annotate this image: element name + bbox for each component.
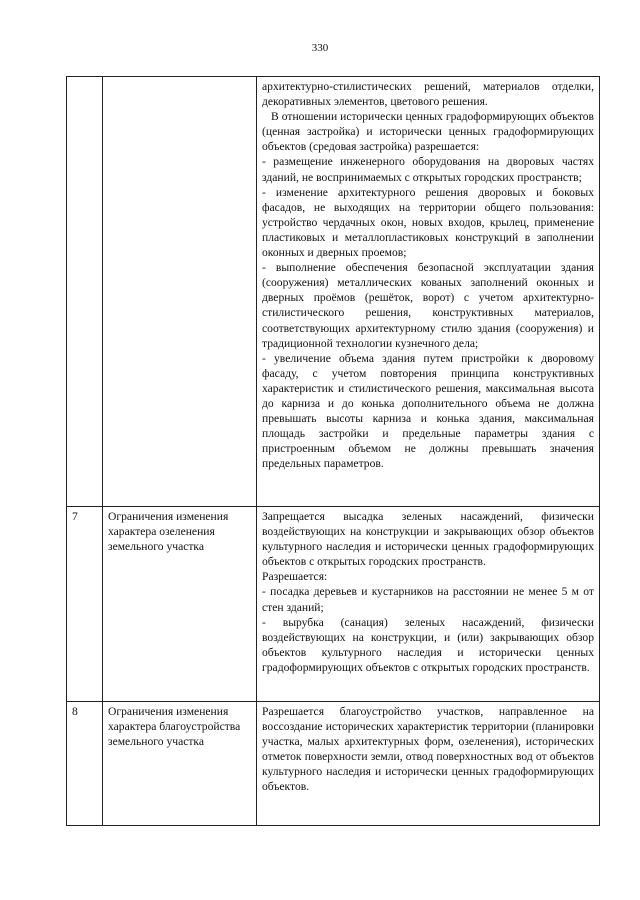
restriction-description xyxy=(257,77,600,507)
paragraph: архитектурно-стилистических решений, материалов отделки, декоративных элементов, цветового решения. xyxy=(262,80,594,109)
table-row xyxy=(67,507,600,702)
row-number xyxy=(67,77,103,507)
restriction-description xyxy=(257,702,600,826)
paragraph: Разрешается благоустройство участков, направленное на воссоздание исторических характеристик территории (планировки участка, малых архитектурных форм, озеленения), исторических отметок поверхности земли, отвод поверхностных вод от объектов культурного наследия и исторически ценных градоформирующих объектов. xyxy=(262,705,594,794)
paragraph: - размещение инженерного оборудования на дворовых частях зданий, не воспринимаемых с открытых городских пространств; xyxy=(262,155,594,184)
paragraph: В отношении исторически ценных градоформирующих объектов (ценная застройка) и исторически ценных градоформирующих объектов (средовая застройка) разрешается: xyxy=(262,110,594,154)
restriction-name: Ограничения изменения характера благоустройства земельного участка xyxy=(103,702,257,826)
paragraph: Разрешается: xyxy=(262,570,328,584)
table-row xyxy=(67,702,600,826)
paragraph: - вырубка (санация) зеленых насаждений, физически воздействующих на конструкции, и (или) закрывающих обзор объектов культурного наследия и исторически ценных градоформирующих объектов с открытых городских пространств. xyxy=(262,615,594,674)
paragraph: Запрещается высадка зеленых насаждений, физически воздействующих на конструкции и закрывающих обзор объектов культурного наследия и исторически ценных градоформирующих объектов с открытых городских пространств. xyxy=(262,510,594,569)
table-row xyxy=(67,77,600,507)
restriction-name xyxy=(103,77,257,507)
restriction-description xyxy=(257,507,600,702)
paragraph: - изменение архитектурного решения дворовых и боковых фасадов, не выходящих на территории общего пользования: устройство чердачных окон, новых входов, крылец, применение пластиковых и металлопластиковых конструкций в заполнении оконных и дверных проемов; xyxy=(262,185,594,260)
paragraph: - посадка деревьев и кустарников на расстоянии не менее 5 м от стен зданий; xyxy=(262,585,594,614)
row-number: 7 xyxy=(67,507,103,702)
page-number: 330 xyxy=(311,42,329,54)
row-number: 8 xyxy=(67,702,103,826)
paragraph: - выполнение обеспечения безопасной эксплуатации здания (сооружения) металлических кованых заполнений оконных и дверных проёмов (решёток, ворот) с учетом архитектурно-стилистического решения, конструктивных материалов, соответствующих архитектурному стилю здания (сооружения) и традиционной технологии кузнечного дела; xyxy=(262,261,594,350)
paragraph: - увеличение объема здания путем пристройки к дворовому фасаду, с учетом повторения принципа конструктивных характеристик и стилистического решения, максимальная высота до карниза и до конька дополнительного объема не должна превышать высоты карниза и конька здания, максимальная площадь застройки и предельные параметры здания с пристроенным объемом не должны превышать значения предельных параметров. xyxy=(262,351,594,471)
restriction-name: Ограничения изменения характера озеленения земельного участка xyxy=(103,507,257,702)
regulations-table xyxy=(66,76,600,826)
